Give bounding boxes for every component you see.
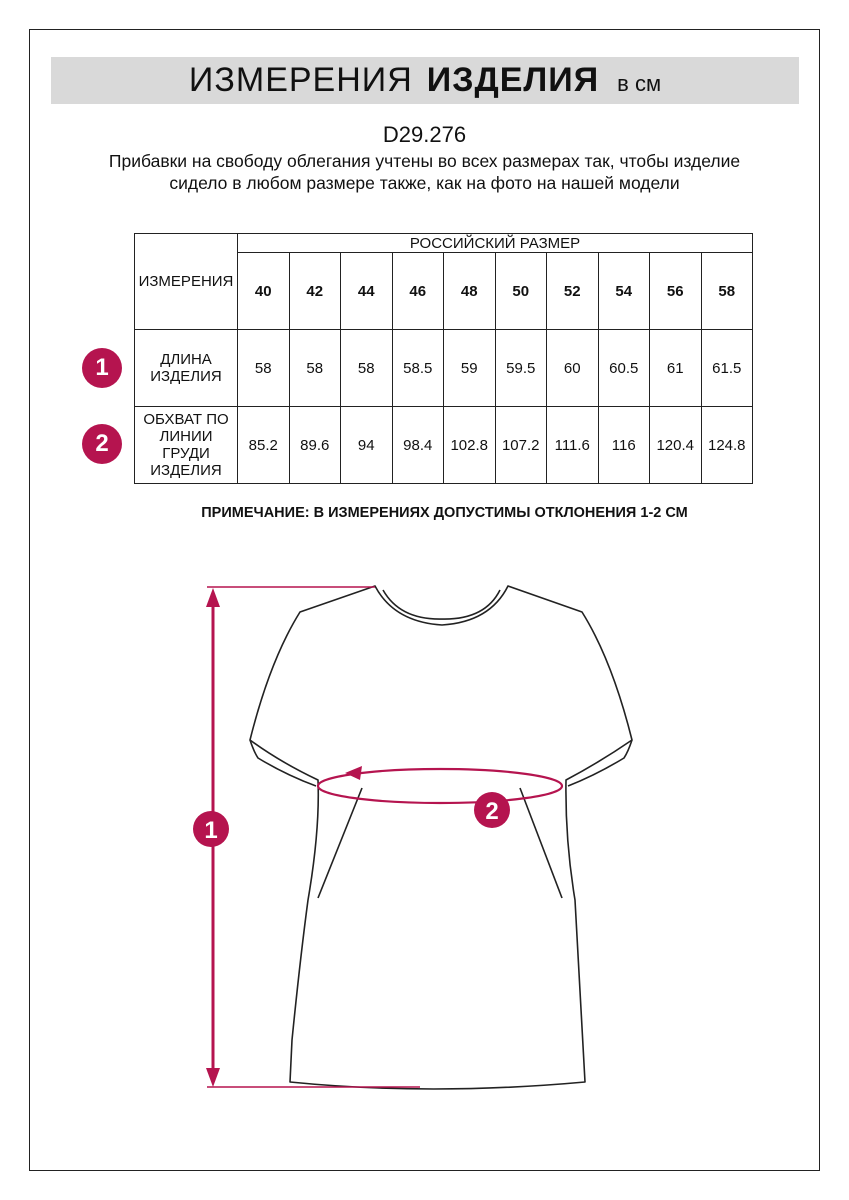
size-header-cell: 54 <box>598 253 650 330</box>
table-cell: 94 <box>341 407 393 484</box>
tolerance-note: ПРИМЕЧАНИЕ: В ИЗМЕРЕНИЯХ ДОПУСТИМЫ ОТКЛОНЕНИЯ 1-2 СМ <box>201 505 688 521</box>
table-cell: 89.6 <box>289 407 341 484</box>
title-part-product: ИЗДЕЛИЯ <box>426 61 600 99</box>
table-cell: 60.5 <box>598 330 650 407</box>
table-cell: 58 <box>289 330 341 407</box>
title-unit: в см <box>617 71 662 96</box>
table-cell: 116 <box>598 407 650 484</box>
size-header-cell: 50 <box>495 253 547 330</box>
chest-marker-label: 2 <box>485 798 499 825</box>
tshirt-outline <box>250 586 632 1089</box>
table-cell: 107.2 <box>495 407 547 484</box>
size-header-cell: 56 <box>650 253 702 330</box>
title-part-measurements: ИЗМЕРЕНИЯ <box>188 61 413 99</box>
table-cell: 59 <box>444 330 496 407</box>
table-cell: 59.5 <box>495 330 547 407</box>
length-measurement <box>206 587 420 1087</box>
row-label-length: ДЛИНА ИЗДЕЛИЯ <box>135 330 238 407</box>
row-badge-chest: 2 <box>82 424 122 464</box>
length-marker-label: 1 <box>204 817 218 844</box>
table-cell: 58.5 <box>392 330 444 407</box>
table-cell: 58 <box>341 330 393 407</box>
chest-marker-icon <box>474 792 510 828</box>
length-marker-icon <box>193 811 229 847</box>
fit-description: Прибавки на свободу облегания учтены во всех размерах так, чтобы изделие сидело в любом размере также, как на фото на нашей модели <box>108 151 741 193</box>
size-header-cell: 40 <box>238 253 290 330</box>
table-cell: 58 <box>238 330 290 407</box>
table-cell: 60 <box>547 330 599 407</box>
table-cell: 85.2 <box>238 407 290 484</box>
table-cell: 111.6 <box>547 407 599 484</box>
size-header-cell: 46 <box>392 253 444 330</box>
table-cell: 61.5 <box>701 330 753 407</box>
table-cell: 120.4 <box>650 407 702 484</box>
chest-measurement <box>318 766 562 803</box>
table-cell: 102.8 <box>444 407 496 484</box>
article-code: D29.276 <box>382 122 467 147</box>
corner-label: ИЗМЕРЕНИЯ <box>135 234 238 330</box>
table-cell: 98.4 <box>392 407 444 484</box>
size-header-cell: 44 <box>341 253 393 330</box>
row-badge-length: 1 <box>82 348 122 388</box>
size-header-cell: 42 <box>289 253 341 330</box>
table-cell: 124.8 <box>701 407 753 484</box>
size-header: РОССИЙСКИЙ РАЗМЕР <box>238 234 753 253</box>
table-cell: 61 <box>650 330 702 407</box>
size-header-cell: 52 <box>547 253 599 330</box>
size-header-cell: 48 <box>444 253 496 330</box>
row-label-chest: ОБХВАТ ПО ЛИНИИ ГРУДИ ИЗДЕЛИЯ <box>135 407 238 484</box>
size-header-cell: 58 <box>701 253 753 330</box>
